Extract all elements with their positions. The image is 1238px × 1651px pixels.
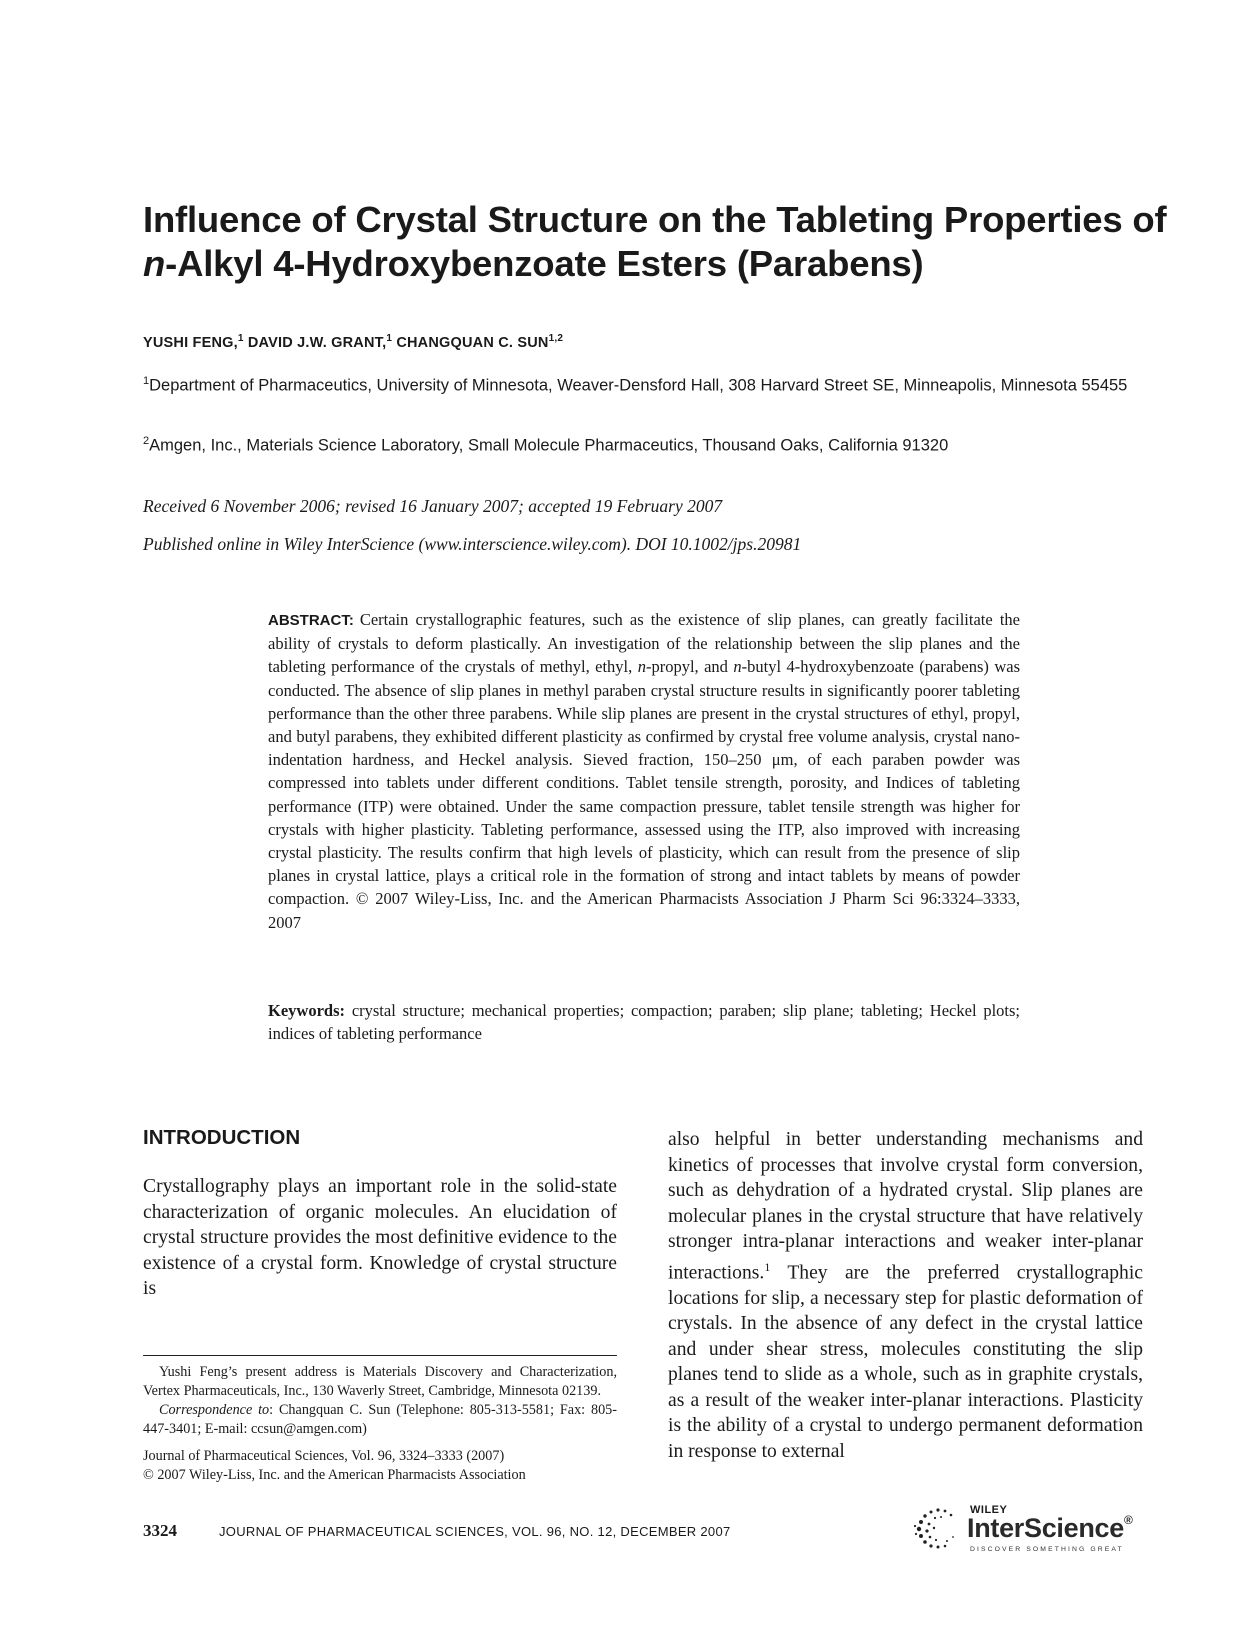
publication-info: Published online in Wiley InterScience (www.interscience.wiley.com). DOI 10.1002/jps.20981 xyxy=(143,534,802,554)
footnote-copyright: © 2007 Wiley-Liss, Inc. and the American Pharmacists Association xyxy=(143,1467,526,1483)
author-sun-affil: 1,2 xyxy=(548,333,564,344)
author-grant: DAVID J.W. GRANT, xyxy=(247,334,387,351)
affiliation-2 xyxy=(143,430,1138,458)
col2-text-b: They are the preferred crystallographic locations for slip, a necessary step for plastic deformation of crystals. In the absence of any defect in the crystal lattice and under shear stress, molecules constituting the slip planes tend to slide as a whole, such as in graphite crystals, as a result of the weaker inter-planar interactions. Plasticity is the ability of a crystal to undergo permanent deformation in response to external xyxy=(668,1262,1143,1462)
logo-interscience-text xyxy=(967,1513,1133,1544)
title-line-2 xyxy=(143,242,1143,286)
col2-text-a: also helpful in better understanding mechanisms and kinetics of processes that involve crystal form conversion, such as dehydration of a hydrated crystal. Slip planes are molecular planes in the crystal structure that have relatively stronger intra-planar interactions and weaker inter-planar interactions. xyxy=(668,1129,1143,1284)
affiliation-1-marker: 1 xyxy=(143,375,150,387)
author-feng-affil: 1 xyxy=(237,333,244,344)
introduction-paragraph-col1: Crystallography plays an important role in the solid-state characterization of organic molecules. An elucidation of crystal structure provides the most definitive evidence to the existence of a crystal form. Knowledge of crystal structure is xyxy=(143,1176,617,1299)
footnote-correspondence xyxy=(143,1401,617,1439)
affiliation-1-text: Department of Pharmaceutics, University of Minnesota, Weaver-Densford Hall, 308 Harvard Street SE, Minneapolis, Minnesota 55455 xyxy=(149,376,1128,395)
footnotes xyxy=(143,1363,617,1485)
logo-tagline: DISCOVER SOMETHING GREAT xyxy=(970,1546,1124,1553)
abstract xyxy=(268,608,1020,934)
interscience-dots-icon xyxy=(912,1506,964,1550)
registered-mark: ® xyxy=(1123,1513,1133,1527)
title-line-2-rest: -Alkyl 4-Hydroxybenzoate Esters (Parabens) xyxy=(165,243,924,284)
abstract-text-1: Certain crystallographic features, such as the existence of slip planes, can greatly facilitate the ability of crystals to deform plastically. An investigation of the relationship between the slip planes and the tableting performance of the crystals of methyl, ethyl, xyxy=(268,610,1020,677)
abstract-italic-n-2: n xyxy=(733,657,742,677)
author-list xyxy=(143,333,563,351)
running-footer: JOURNAL OF PHARMACEUTICAL SCIENCES, VOL. 96, NO. 12, DECEMBER 2007 xyxy=(219,1524,731,1539)
received-dates: Received 6 November 2006; revised 16 January 2007; accepted 19 February 2007 xyxy=(143,496,723,516)
footnote-divider xyxy=(143,1355,617,1356)
article-title xyxy=(143,198,1167,286)
keywords-label: Keywords: xyxy=(268,1001,345,1020)
keywords xyxy=(268,999,1020,1045)
keywords-text: crystal structure; mechanical properties; compaction; paraben; slip plane; tableting; Heckel plots; indices of tableting performance xyxy=(268,1001,1021,1044)
affiliation-2-marker: 2 xyxy=(143,435,150,447)
logo-wiley-text: WILEY xyxy=(970,1504,1008,1516)
correspondence-label: Correspondence to xyxy=(159,1402,270,1418)
title-line-1: Influence of Crystal Structure on the Tableting Properties of xyxy=(143,199,1167,240)
section-heading-introduction: INTRODUCTION xyxy=(143,1126,301,1149)
author-feng: YUSHI FENG, xyxy=(143,334,238,351)
abstract-text-3: -butyl 4-hydroxybenzoate (parabens) was conducted. The absence of slip planes in methyl paraben crystal structure results in significantly poorer tableting performance than the other three parabens. While slip planes are present in the crystal structures of ethyl, propyl, and butyl parabens, they exhibited different plasticity as confirmed by crystal free volume analysis, crystal nano-indentation hardness, and Heckel analysis. Sieved fraction, 150–250 μm, of each paraben powder was compressed into tablets under different conditions. Tablet tensile strength, porosity, and Indices of tableting performance (ITP) were obtained. Under the same compaction pressure, tablet tensile strength was higher for crystals with higher plasticity. Tableting performance, assessed using the ITP, also improved with increasing crystal plasticity. The results confirm that high levels of plasticity, which can result from the presence of slip planes in crystal lattice, plays a critical role in the formation of strong and intact tablets by means of powder compaction. © 2007 Wiley-Liss, Inc. and the American Pharmacists Association J Pharm Sci 96:3324–3333, 2007 xyxy=(268,657,1021,932)
wiley-interscience-logo xyxy=(912,1504,1142,1556)
footnote-present-address: Yushi Feng’s present address is Materials Discovery and Characterization, Vertex Pharmaceuticals, Inc., 130 Waverly Street, Cambridge, Minnesota 02139. xyxy=(143,1364,617,1399)
abstract-label: ABSTRACT: xyxy=(268,612,354,629)
introduction-paragraph-col2 xyxy=(668,1127,1143,1464)
affiliation-1 xyxy=(143,370,1138,398)
author-sun: CHANGQUAN C. SUN xyxy=(396,334,549,351)
affiliation-2-text: Amgen, Inc., Materials Science Laboratory, Small Molecule Pharmaceutics, Thousand Oaks, California 91320 xyxy=(149,436,949,455)
abstract-text-2: -propyl, and xyxy=(645,657,734,677)
abstract-italic-n-1: n xyxy=(637,657,646,677)
page-number: 3324 xyxy=(143,1521,177,1540)
footnote-journal: Journal of Pharmaceutical Sciences, Vol. 96, 3324–3333 (2007) xyxy=(143,1448,505,1464)
correspondence-text: : Changquan C. Sun (Telephone: 805-313-5581; Fax: 805-447-3401; E-mail: ccsun@amgen.com) xyxy=(143,1402,617,1437)
title-italic-n: n xyxy=(143,243,166,284)
logo-name: InterScience xyxy=(967,1513,1124,1543)
author-grant-affil: 1 xyxy=(386,333,393,344)
reference-marker-1: 1 xyxy=(764,1259,771,1274)
